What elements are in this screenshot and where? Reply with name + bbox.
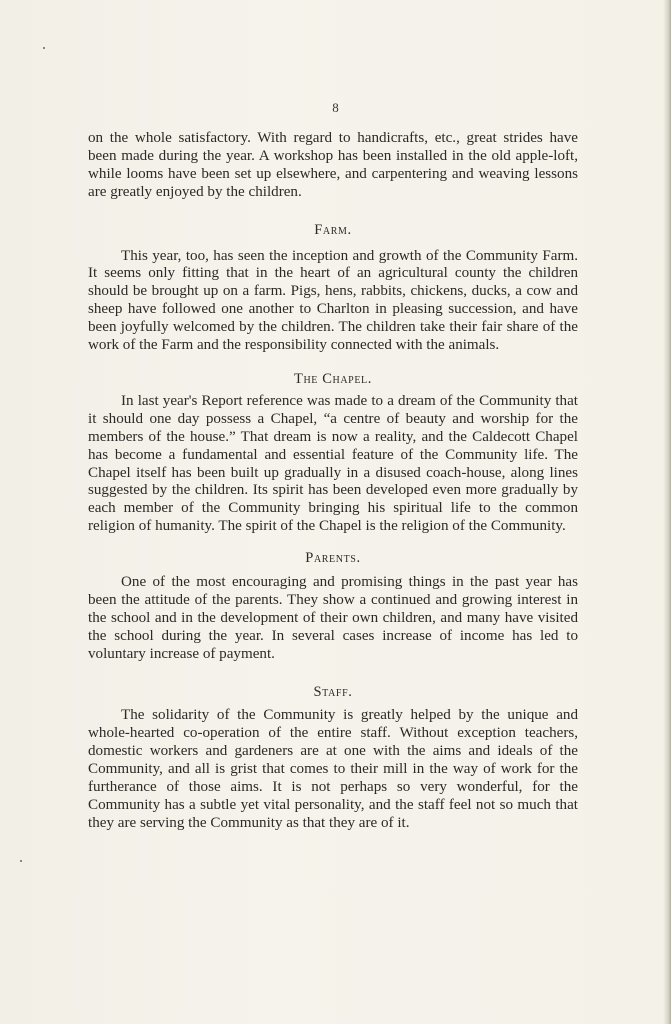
staff-paragraph: The solidarity of the Community is greatly helped by the unique and whole-hearted co-operation of the entire staff. Without exception teachers, domestic workers and gardeners are at one with the aims and ideals of the Community, and all is grist that comes to their mill in the way of work for the furtherance of those aims. It is not perhaps so very wonderful, for the Community has a subtle yet vital personality, and the staff feel not so much that they are serving the Community as that they are of it. [88, 707, 578, 831]
section-heading-chapel: The Chapel. [294, 370, 372, 387]
page-number: 8 [332, 100, 339, 115]
section-heading-farm: Farm. [314, 221, 352, 238]
section-heading-staff: Staff. [313, 683, 353, 700]
parents-paragraph: One of the most encouraging and promising things in the past year has been the attitude of the parents. They show a continued and growing interest in the school and in the development of their own children, and many have visited the school during the year. In several cases increase of income has led to voluntary increase of payment. [88, 574, 578, 662]
farm-paragraph: This year, too, has seen the inception and growth of the Community Farm. It seems only fitting that in the heart of an agricultural county the children should be brought up on a farm. Pigs, hens, rabbits, chickens, ducks, a cow and sheep have followed one another to Charlton in pleasing succession, and have been joyfully welcomed by the children. The children take their fair share of the work of the Farm and the responsibility connected with the animals. [88, 247, 578, 354]
intro-paragraph: on the whole satisfactory. With regard to handicrafts, etc., great strides have been made during the year. A workshop has been installed in the old apple-loft, while looms have been set up elsewhere, and carpentering and weaving lessons are greatly enjoyed by the children. [88, 130, 578, 200]
page-edge-shadow [663, 0, 671, 1024]
section-heading-parents: Parents. [305, 550, 361, 567]
paper-speck [43, 47, 45, 49]
document-body [88, 130, 578, 833]
paper-speck [20, 860, 22, 862]
chapel-paragraph: In last year's Report reference was made to a dream of the Community that it should one day possess a Chapel, “a centre of beauty and worship for the members of the house.” That dream is now a reality, and the Caldecott Chapel has become a fundamental and essential feature of the Community life. The Chapel itself has been built up gradually in a disused coach-house, along lines suggested by the children. Its spirit has been developed even more gradually by each member of the Community bringing his spiritual life to the common religion of humanity. The spirit of the Chapel is the religion of the Community. [88, 392, 578, 535]
